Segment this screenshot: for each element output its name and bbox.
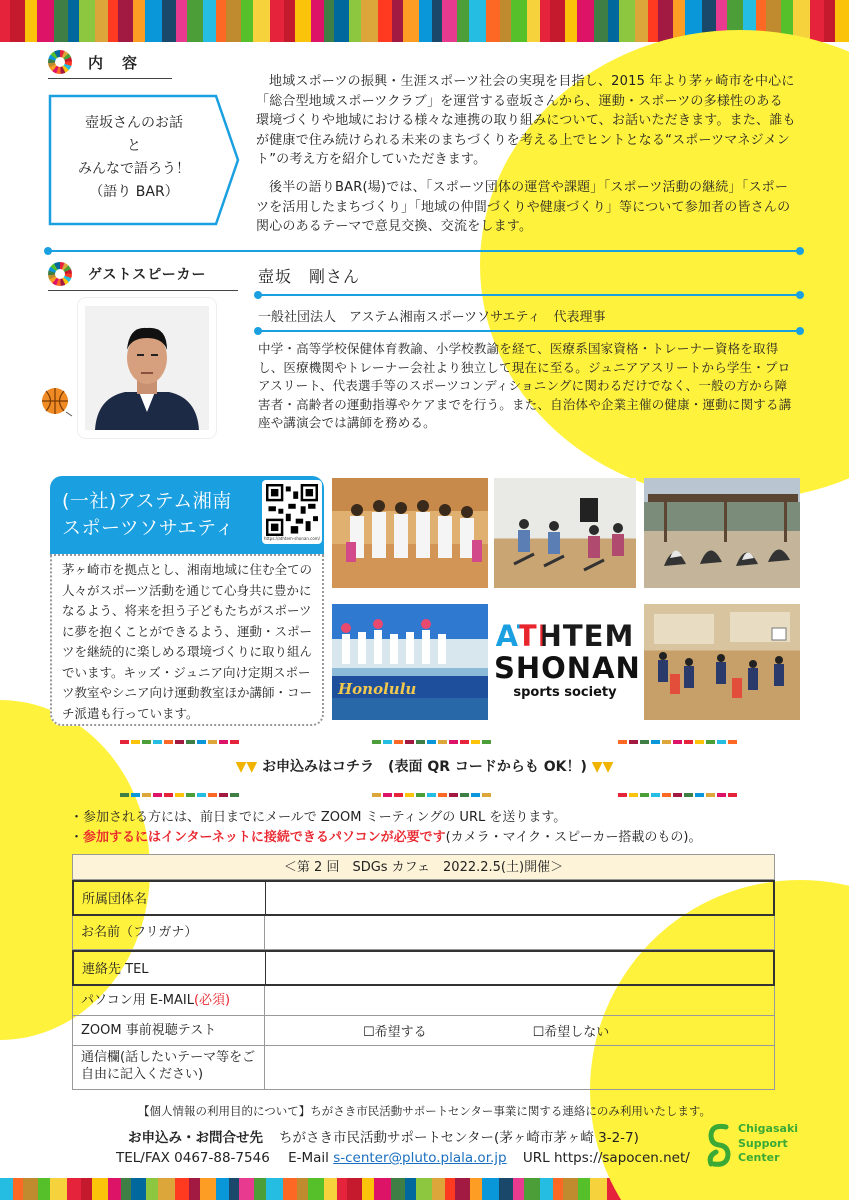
organization-name <box>62 488 252 542</box>
stripe-segment <box>13 1178 23 1200</box>
stripe-segment <box>0 1178 13 1200</box>
stripe-segment <box>133 0 145 42</box>
divider-line <box>258 294 800 296</box>
stripe-segment <box>445 1178 455 1200</box>
dash-segment <box>394 740 403 744</box>
logo-text-line: Chigasaki <box>738 1122 799 1135</box>
stripe-segment <box>392 0 403 42</box>
guest-name: 壺坂 剛さん <box>258 267 361 286</box>
dash-segment <box>405 740 414 744</box>
dash-segment <box>482 740 491 744</box>
stripe-segment <box>284 0 295 42</box>
stripe-segment <box>146 1178 158 1200</box>
support-center-logo <box>706 1122 799 1170</box>
tel-fax: TEL/FAX 0467-88-7546 <box>116 1150 270 1166</box>
dash-segment <box>684 793 693 797</box>
stripe-segment <box>563 1178 578 1200</box>
stripe-segment <box>658 0 673 42</box>
dash-segment <box>416 793 425 797</box>
stripe-segment <box>241 0 253 42</box>
dash-divider-bottom-center <box>372 793 493 797</box>
form-row-email <box>72 986 775 1016</box>
stripe-segment <box>311 0 324 42</box>
stripe-segment <box>253 0 270 42</box>
form-header: ＜第 2 回 SDGs カフェ 2022.2.5(土)開催＞ <box>72 854 775 880</box>
topic-line: みんなで語ろう！ <box>78 161 190 177</box>
form-row-organization <box>72 880 775 916</box>
stripe-segment <box>470 1178 482 1200</box>
dash-segment <box>208 740 217 744</box>
pc-note-detail: (カメラ・マイク・スピーカー搭載のもの)。 <box>445 830 702 845</box>
dash-segment <box>684 740 693 744</box>
topic-line: （語り BAR） <box>89 184 179 200</box>
stripe-segment <box>540 0 550 42</box>
logo-athtem: ATHTEM <box>495 619 635 653</box>
guest-affiliation: 一般社団法人 アステム湘南スポーツソサエティ 代表理事 <box>258 310 606 325</box>
stripe-segment <box>349 0 361 42</box>
dash-segment <box>662 740 671 744</box>
stripe-segment <box>131 1178 146 1200</box>
dash-segment <box>197 793 206 797</box>
content-title-underline <box>48 78 172 79</box>
stripe-segment <box>374 1178 391 1200</box>
form-row-comments <box>72 1046 775 1090</box>
apply-heading <box>0 756 849 776</box>
dash-segment <box>164 740 173 744</box>
stripe-segment <box>67 1178 81 1200</box>
dash-segment <box>449 793 458 797</box>
tel-field-label: 連絡先 TEL <box>74 952 266 984</box>
stripe-segment <box>347 1178 362 1200</box>
stripe-segment <box>577 0 594 42</box>
stripe-segment <box>432 0 442 42</box>
stripe-segment <box>362 1178 374 1200</box>
stripe-segment <box>486 0 500 42</box>
comment-field-input[interactable] <box>265 1046 774 1089</box>
dash-segment <box>208 793 217 797</box>
stripe-segment <box>432 1178 445 1200</box>
stripe-segment <box>79 0 95 42</box>
application-form <box>72 854 775 1090</box>
topic-line: と <box>127 138 141 154</box>
stripe-segment <box>590 1178 607 1200</box>
dash-segment <box>120 793 129 797</box>
stripe-segment <box>378 0 392 42</box>
basketball-icon <box>40 386 74 418</box>
zoom-test-label: ZOOM 事前視聴テスト <box>73 1016 265 1045</box>
athtem-shonan-logo <box>494 619 641 716</box>
stripe-segment <box>361 0 378 42</box>
stripe-segment <box>145 0 162 42</box>
stripe-segment <box>108 1178 121 1200</box>
stripe-segment <box>216 0 226 42</box>
stripe-segment <box>189 1178 200 1200</box>
contact-label: お申込み・お問合せ先 <box>128 1130 263 1146</box>
photo-honolulu-cheer <box>332 604 488 720</box>
stripe-segment <box>162 0 176 42</box>
dash-segment <box>717 793 726 797</box>
content-paragraph-2: 後半の語りBAR(場)では、「スポーツ団体の運営や課題」「スポーツ活動の継続」「スポーツを活用したまちづくり」「地域の仲間づくりや健康づくり」等について参加者の皆さんの関心のあるテーマで意見交換、交流をします。 <box>256 180 791 234</box>
stripe-segment <box>270 0 284 42</box>
stripe-segment <box>500 0 511 42</box>
stripe-segment <box>810 0 824 42</box>
dash-segment <box>728 793 737 797</box>
pc-required-warning: 参加するにはインターネットに接続できるパソコンが必要です <box>83 830 446 845</box>
stripe-segment <box>499 1178 513 1200</box>
dash-segment <box>673 793 682 797</box>
dash-segment <box>230 793 239 797</box>
stripe-segment <box>54 0 68 42</box>
content-paragraph-1: 地域スポーツの振興・生涯スポーツ社会の実現を目指し、2015 年より茅ヶ崎市を中心に「総合型地域スポーツクラブ」を運営する壺坂さんから、運動・スポーツの多様性のある環境づくりや地域における様々な連携の取り組みについて、お話いただきます。また、誰もが健康で住み続けられる未来のまちづくりを考える上でヒントとなる“スポーツマネジメント”の考え方を紹介していただきます。 <box>256 74 796 167</box>
stripe-segment <box>121 1178 131 1200</box>
stripe-segment <box>0 0 10 42</box>
dash-segment <box>153 740 162 744</box>
zoom-no-wish-checkbox[interactable]: ☐希望しない <box>532 1025 610 1040</box>
dash-segment <box>460 740 469 744</box>
stripe-segment <box>403 0 419 42</box>
dash-segment <box>695 793 704 797</box>
stripe-segment <box>405 1178 416 1200</box>
stripe-segment <box>619 0 635 42</box>
dash-segment <box>651 793 660 797</box>
privacy-note: 【個人情報の利用目的について】ちがさき市民活動サポートセンター事業に関する連絡にのみ利用いたします。 <box>137 1104 712 1118</box>
dash-segment <box>394 793 403 797</box>
org-field-input[interactable] <box>266 882 773 914</box>
logo-text <box>738 1122 798 1166</box>
dash-segment <box>482 793 491 797</box>
dash-divider-right <box>618 740 739 744</box>
stripe-segment <box>550 0 565 42</box>
guest-photo-card <box>78 298 216 438</box>
stripe-segment <box>187 0 203 42</box>
stripe-segment <box>524 1178 540 1200</box>
stripe-segment <box>442 0 457 42</box>
name-field-label: お名前（フリガナ） <box>73 916 265 949</box>
content-section-title <box>48 50 139 74</box>
stripe-segment <box>203 0 216 42</box>
stripe-segment <box>648 0 658 42</box>
stripe-segment <box>540 1178 553 1200</box>
apply-title-text: お申込みはコチラ (表面 QR コードからも OK！) <box>262 759 587 775</box>
stripe-segment <box>239 1178 254 1200</box>
contact-details <box>116 1150 690 1166</box>
dash-segment <box>640 740 649 744</box>
form-row-zoom-test <box>72 1016 775 1046</box>
stripe-segment <box>283 1178 297 1200</box>
qr-code[interactable] <box>262 480 322 544</box>
stripe-segment <box>565 0 577 42</box>
guest-portrait <box>85 306 209 430</box>
stripe-segment <box>266 1178 283 1200</box>
stripe-segment <box>635 0 648 42</box>
stripe-segment <box>50 1178 67 1200</box>
dash-segment <box>618 740 627 744</box>
guest-title-underline <box>48 290 238 291</box>
topic-line: 壺坂さんのお話 <box>85 115 183 131</box>
organization-description: 茅ヶ崎市を拠点とし、湘南地域に住む全ての人々がスポーツ活動を通じて心身共に豊かになるよう、将来を担う子どもたちがスポーツに夢を抱くことができるよう、運動・スポーツを継続的に楽しめる環境づくりに取り組んでいます。キッズ・ジュニア向け定期スポーツ教室やシニア向け運動教室ほか講師・コーチ派遣も行っています。 <box>62 562 313 721</box>
dash-segment <box>706 793 715 797</box>
pc-note-prefix: ・ <box>70 830 84 845</box>
organization-name-line: (一社)アステム湘南 <box>62 490 232 512</box>
dash-segment <box>706 740 715 744</box>
divider-line <box>258 330 800 332</box>
qr-caption: https://athtem-shonan.com/ <box>264 536 321 541</box>
stripe-segment <box>176 0 187 42</box>
stripe-segment <box>469 0 486 42</box>
dash-segment <box>471 740 480 744</box>
support-center-logo-icon <box>706 1122 732 1168</box>
dash-segment <box>460 793 469 797</box>
pc-required-note <box>70 828 701 848</box>
dash-segment <box>219 793 228 797</box>
stripe-segment <box>308 1178 324 1200</box>
stripe-segment <box>594 0 608 42</box>
email-field-label <box>73 986 265 1015</box>
stripe-segment <box>226 0 241 42</box>
photo-kids-gym <box>644 604 800 720</box>
zoom-url-note: ・参加される方には、前日までにメールで ZOOM ミーティングの URL を送ります。 <box>70 810 567 825</box>
topic-callout <box>48 94 240 226</box>
qr-code-icon <box>266 484 318 536</box>
content-title-text: 内 容 <box>88 53 140 72</box>
stripe-segment <box>200 1178 216 1200</box>
website-url[interactable]: URL https://sapocen.net/ <box>522 1150 690 1166</box>
email-link[interactable]: s-center@pluto.plala.or.jp <box>333 1150 507 1166</box>
dash-segment <box>695 740 704 744</box>
stripe-segment <box>608 0 619 42</box>
dash-segment <box>640 793 649 797</box>
tel-field-input[interactable] <box>266 952 773 984</box>
stripe-segment <box>81 1178 92 1200</box>
dash-segment <box>427 793 436 797</box>
stripe-segment <box>835 0 849 42</box>
sdg-wheel-icon <box>48 262 72 286</box>
dash-segment <box>142 740 151 744</box>
dash-segment <box>629 740 638 744</box>
dash-segment <box>471 793 480 797</box>
sdg-wheel-icon <box>48 50 72 74</box>
stripe-segment <box>457 0 469 42</box>
stripe-segment <box>175 1178 189 1200</box>
stripe-segment <box>92 1178 108 1200</box>
logo-text-line: Center <box>738 1151 780 1164</box>
stripe-segment <box>37 0 54 42</box>
dash-segment <box>662 793 671 797</box>
dash-segment <box>728 740 737 744</box>
photo-basketball-team <box>332 478 488 588</box>
stripe-segment <box>324 1178 337 1200</box>
stripe-segment <box>337 1178 347 1200</box>
dash-segment <box>175 740 184 744</box>
stripe-segment <box>334 0 349 42</box>
photo-senior-exercise <box>494 478 636 588</box>
dash-segment <box>219 740 228 744</box>
stripe-segment <box>158 1178 175 1200</box>
photo-outdoor-stretching <box>644 478 800 588</box>
logo-shonan: SHONAN <box>494 651 641 685</box>
organization-name-line: スポーツソサエティ <box>62 517 235 539</box>
logo-text-line: Support <box>738 1136 788 1150</box>
dash-segment <box>427 740 436 744</box>
dash-segment <box>651 740 660 744</box>
stripe-segment <box>38 1178 50 1200</box>
triangle-down-icon: ▼▼ <box>591 759 614 775</box>
stripe-segment <box>68 0 79 42</box>
triangle-down-icon: ▼▼ <box>235 759 258 775</box>
email-label-text: パソコン用 E-MAIL <box>81 993 194 1008</box>
dash-segment <box>186 740 195 744</box>
dash-segment <box>673 740 682 744</box>
dash-divider-left <box>120 740 241 744</box>
dash-segment <box>197 740 206 744</box>
dash-segment <box>449 740 458 744</box>
dash-segment <box>120 740 129 744</box>
dash-segment <box>618 793 627 797</box>
organization-box <box>50 476 324 726</box>
stripe-segment <box>416 1178 432 1200</box>
stripe-segment <box>118 0 133 42</box>
org-field-label: 所属団体名 <box>74 882 266 914</box>
stripe-segment <box>25 0 37 42</box>
guest-section-title <box>48 262 206 286</box>
form-row-name <box>72 916 775 950</box>
dash-divider-center <box>372 740 493 744</box>
divider-line <box>48 250 800 252</box>
dash-segment <box>142 793 151 797</box>
guest-title-text: ゲストスピーカー <box>88 267 207 283</box>
stripe-segment <box>391 1178 405 1200</box>
dash-segment <box>372 740 381 744</box>
name-field-input[interactable] <box>265 916 774 949</box>
dash-segment <box>383 740 392 744</box>
dash-segment <box>405 793 414 797</box>
email-field-input[interactable] <box>265 986 774 1015</box>
dash-divider-bottom-left <box>120 793 241 797</box>
guest-bio: 中学・高等学校保健体育教諭、小学校教諭を経て、医療系国家資格・トレーナー資格を取得し、医療機関やトレーナー会社より独立して現在に至る。ジュニアアスリートから学生・プロアスリート、代表選手等のスポーツコンディショニングに関わるだけでなく、一般の方から障害者・高齢者の運動指導やケアまでを行う。また、自治体や企業主催の健康・運動に関する講座や講演会では講師を務める。 <box>258 341 792 430</box>
stripe-segment <box>455 1178 470 1200</box>
dash-segment <box>383 793 392 797</box>
dash-segment <box>230 740 239 744</box>
logo-sports-society: sports society <box>513 685 617 700</box>
dash-segment <box>416 740 425 744</box>
dash-segment <box>153 793 162 797</box>
stripe-segment <box>229 1178 239 1200</box>
stripe-segment <box>295 0 311 42</box>
stripe-segment <box>254 1178 266 1200</box>
stripe-segment <box>95 0 108 42</box>
stripe-segment <box>824 0 835 42</box>
stripe-segment <box>482 1178 499 1200</box>
dash-segment <box>372 793 381 797</box>
organization-body <box>50 554 324 726</box>
email-required-mark: (必須) <box>193 993 231 1008</box>
center-name: ちがさき市民活動サポートセンター(茅ヶ崎市茅ヶ崎 3-2-7) <box>279 1130 639 1146</box>
stripe-segment <box>108 0 118 42</box>
stripe-segment <box>216 1178 229 1200</box>
form-row-tel <box>72 950 775 986</box>
zoom-test-options <box>265 1016 774 1045</box>
topic-text <box>48 112 220 204</box>
dash-segment <box>186 793 195 797</box>
dash-segment <box>131 793 140 797</box>
email-label: E-Mail <box>288 1150 329 1166</box>
dash-segment <box>164 793 173 797</box>
stripe-segment <box>23 1178 38 1200</box>
stripe-segment <box>527 0 540 42</box>
comment-field-label: 通信欄(話したいテーマ等をご自由に記入ください) <box>73 1046 265 1089</box>
dash-segment <box>175 793 184 797</box>
stripe-segment <box>553 1178 563 1200</box>
stripe-segment <box>511 0 527 42</box>
stripe-segment <box>10 0 25 42</box>
honolulu-banner-text: Honolulu <box>338 680 417 698</box>
stripe-segment <box>578 1178 590 1200</box>
stripe-segment <box>419 0 432 42</box>
stripe-segment <box>297 1178 308 1200</box>
dash-segment <box>438 793 447 797</box>
dash-segment <box>629 793 638 797</box>
contact-line <box>128 1126 639 1146</box>
dash-segment <box>717 740 726 744</box>
organization-header <box>50 476 324 556</box>
stripe-segment <box>513 1178 524 1200</box>
dash-segment <box>131 740 140 744</box>
dash-segment <box>438 740 447 744</box>
stripe-segment <box>324 0 334 42</box>
dash-divider-bottom-right <box>618 793 739 797</box>
zoom-wish-checkbox[interactable]: ☐希望する <box>363 1025 427 1040</box>
